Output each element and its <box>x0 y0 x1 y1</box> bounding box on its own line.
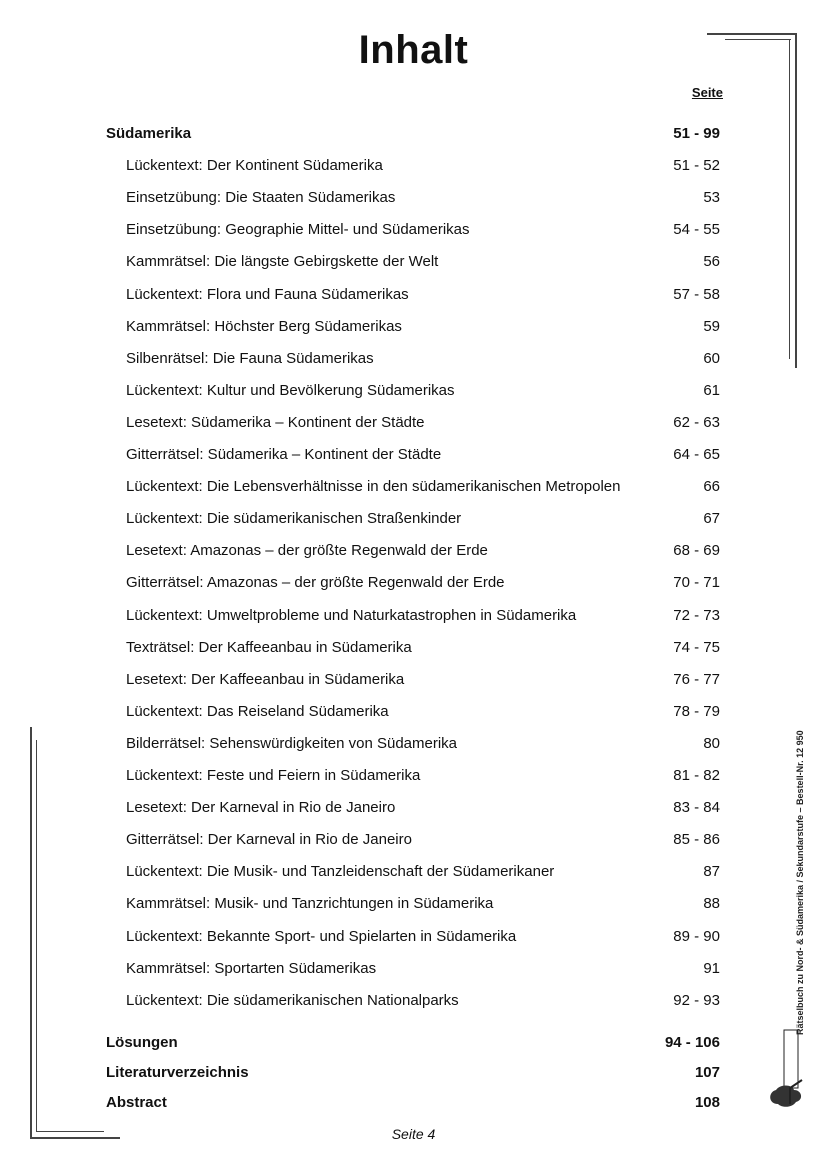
toc-entry-title: Lückentext: Feste und Feiern in Südamerika <box>126 767 421 784</box>
toc-entry-row <box>106 894 720 914</box>
toc-entry-title: Literaturverzeichnis <box>106 1064 249 1081</box>
toc-entry-pages: 59 <box>703 318 720 335</box>
toc-entry-pages: 67 <box>703 510 720 527</box>
toc-entry-title: Südamerika <box>106 125 192 142</box>
toc-entry-title: Kammrätsel: Höchster Berg Südamerikas <box>126 318 402 335</box>
toc-section-row <box>106 124 720 144</box>
toc-entry-pages: 64 - 65 <box>673 446 720 463</box>
toc-entry-title: Lesetext: Südamerika – Kontinent der Städte <box>126 414 425 431</box>
toc-entry-title: Texträtsel: Der Kaffeeanbau in Südamerika <box>126 639 412 656</box>
toc-entry-pages: 68 - 69 <box>673 542 720 559</box>
toc-entry-row <box>106 381 720 401</box>
toc-entry-row <box>106 349 720 369</box>
toc-entry-title: Silbenrätsel: Die Fauna Südamerikas <box>126 350 374 367</box>
toc-entry-title: Kammrätsel: Sportarten Südamerikas <box>126 960 377 977</box>
toc-entry-row <box>106 959 720 979</box>
page-number-footer: Seite 4 <box>391 1126 436 1142</box>
toc-entry-pages: 74 - 75 <box>673 639 720 656</box>
toc-entry-title: Lesetext: Amazonas – der größte Regenwald der Erde <box>126 542 488 559</box>
toc-entry-row <box>106 509 720 529</box>
toc-entry-title: Lückentext: Die Musik- und Tanzleidenschaft der Südamerikaner <box>126 863 555 880</box>
toc-entry-pages: 57 - 58 <box>673 286 720 303</box>
toc-entry-title: Lückentext: Flora und Fauna Südamerikas <box>126 286 409 303</box>
frame-left-vertical-inner <box>36 740 37 1132</box>
toc-entry-title: Kammrätsel: Die längste Gebirgskette der Welt <box>126 253 439 270</box>
toc-entry-row <box>106 285 720 305</box>
toc-entry-pages: 85 - 86 <box>673 831 720 848</box>
publisher-side-text: Rätselbuch zu Nord- & Südamerika / Sekundarstufe – Bestell-Nr. 12 950 <box>795 730 805 1035</box>
toc-entry-row <box>106 573 720 593</box>
frame-top-right-horizontal <box>707 33 797 35</box>
toc-entry-row <box>106 445 720 465</box>
toc-entry-pages: 83 - 84 <box>673 799 720 816</box>
toc-entry-row <box>106 188 720 208</box>
toc-entry-row <box>106 991 720 1011</box>
page-column-header: Seite <box>691 85 723 100</box>
toc-entry-title: Lückentext: Das Reiseland Südamerika <box>126 703 389 720</box>
frame-bottom-left-horizontal-inner <box>36 1131 104 1132</box>
toc-entry-pages: 108 <box>694 1094 720 1111</box>
toc-entry-title: Einsetzübung: Die Staaten Südamerikas <box>126 189 396 206</box>
toc-entry-pages: 51 - 99 <box>673 125 720 142</box>
toc-entry-row <box>106 734 720 754</box>
toc-entry-row <box>106 670 720 690</box>
toc-entry-title: Lückentext: Kultur und Bevölkerung Südamerikas <box>126 382 455 399</box>
toc-entry-title: Lückentext: Die südamerikanischen Straßenkinder <box>126 510 462 527</box>
page-title: Inhalt <box>358 28 469 72</box>
toc-entry-pages: 78 - 79 <box>673 703 720 720</box>
toc-entry-row <box>106 252 720 272</box>
frame-bottom-left-horizontal <box>30 1137 120 1139</box>
toc-entry-pages: 70 - 71 <box>673 574 720 591</box>
toc-entry-title: Gitterrätsel: Südamerika – Kontinent der Städte <box>126 446 442 463</box>
toc-entry-title: Lückentext: Bekannte Sport- und Spielarten in Südamerika <box>126 928 517 945</box>
toc-entry-row <box>106 638 720 658</box>
toc-entry-pages: 56 <box>703 253 720 270</box>
toc-entry-title: Gitterrätsel: Der Karneval in Rio de Janeiro <box>126 831 412 848</box>
toc-section-row <box>106 1093 720 1113</box>
toc-entry-pages: 87 <box>703 863 720 880</box>
toc-entry-title: Lückentext: Die Lebensverhältnisse in den südamerikanischen Metropolen <box>126 478 621 495</box>
frame-top-right-horizontal-inner <box>725 39 791 40</box>
frame-right-vertical <box>795 33 797 368</box>
toc-entry-pages: 61 <box>703 382 720 399</box>
toc-entry-title: Lesetext: Der Karneval in Rio de Janeiro <box>126 799 396 816</box>
toc-section-row <box>106 1063 720 1083</box>
toc-entry-row <box>106 156 720 176</box>
toc-entry-row <box>106 702 720 722</box>
toc-entry-pages: 81 - 82 <box>673 767 720 784</box>
toc-entry-title: Einsetzübung: Geographie Mittel- und Südamerikas <box>126 221 470 238</box>
toc-entry-title: Lückentext: Die südamerikanischen Nationalparks <box>126 992 459 1009</box>
toc-entry-row <box>106 317 720 337</box>
toc-entry-row <box>106 413 720 433</box>
frame-right-vertical-inner <box>789 39 790 359</box>
toc-entry-pages: 94 - 106 <box>664 1034 720 1051</box>
toc-entry-title: Lesetext: Der Kaffeeanbau in Südamerika <box>126 671 405 688</box>
toc-entry-row <box>106 766 720 786</box>
toc-entry-pages: 92 - 93 <box>673 992 720 1009</box>
toc-entry-pages: 80 <box>703 735 720 752</box>
toc-entry-title: Kammrätsel: Musik- und Tanzrichtungen in Südamerika <box>126 895 494 912</box>
toc-entry-pages: 54 - 55 <box>673 221 720 238</box>
toc-entry-pages: 53 <box>703 189 720 206</box>
toc-entry-title: Lösungen <box>106 1034 178 1051</box>
toc-entry-pages: 60 <box>703 350 720 367</box>
toc-entry-title: Abstract <box>106 1094 167 1111</box>
toc-entry-title: Gitterrätsel: Amazonas – der größte Regenwald der Erde <box>126 574 505 591</box>
toc-entry-pages: 88 <box>703 895 720 912</box>
toc-entry-pages: 89 - 90 <box>673 928 720 945</box>
toc-entry-row <box>106 220 720 240</box>
toc-entry-row <box>106 606 720 626</box>
toc-entry-row <box>106 541 720 561</box>
toc-entry-pages: 72 - 73 <box>673 607 720 624</box>
toc-entry-row <box>106 927 720 947</box>
toc-entry-row <box>106 798 720 818</box>
toc-entry-pages: 51 - 52 <box>673 157 720 174</box>
toc-entry-pages: 66 <box>703 478 720 495</box>
toc-entry-title: Lückentext: Der Kontinent Südamerika <box>126 157 383 174</box>
toc-entry-pages: 107 <box>694 1064 720 1081</box>
toc-entry-row <box>106 830 720 850</box>
toc-section-row <box>106 1033 720 1053</box>
toc-entry-row <box>106 862 720 882</box>
toc-entry-pages: 62 - 63 <box>673 414 720 431</box>
frame-left-vertical <box>30 727 32 1138</box>
toc-entry-title: Bilderrätsel: Sehenswürdigkeiten von Südamerika <box>126 735 458 752</box>
toc-entry-title: Lückentext: Umweltprobleme und Naturkatastrophen in Südamerika <box>126 607 577 624</box>
toc-entry-pages: 76 - 77 <box>673 671 720 688</box>
toc-entry-row <box>106 477 720 497</box>
publisher-logo <box>766 1028 806 1108</box>
toc-entry-pages: 91 <box>703 960 720 977</box>
